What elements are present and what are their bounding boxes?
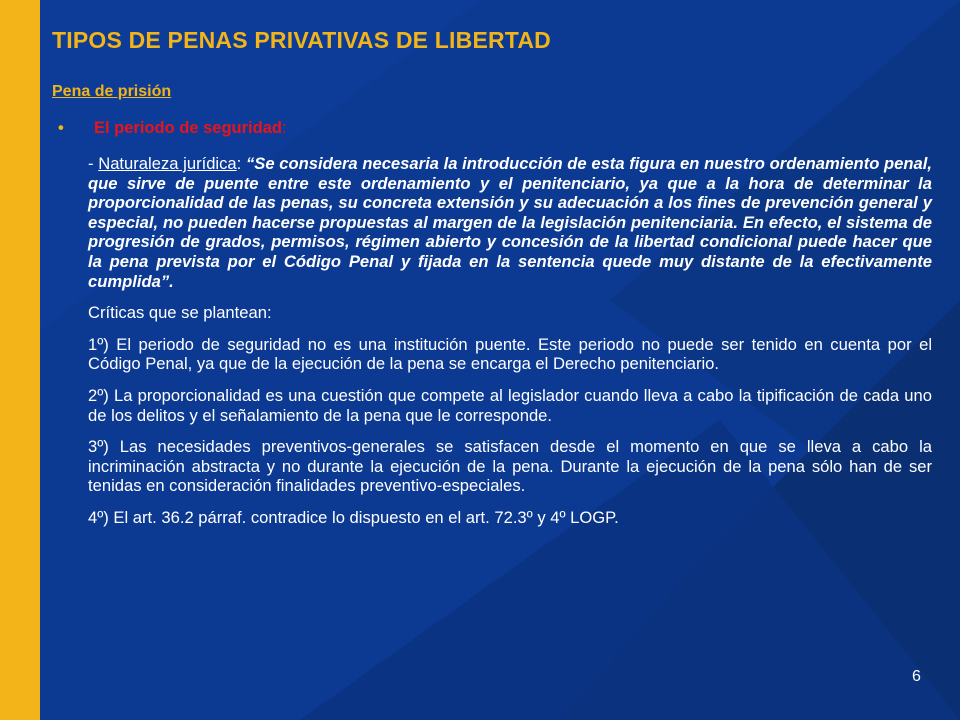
bullet-item: [52, 119, 287, 138]
criticism-item: 3º) Las necesidades preventivos-generales se satisfacen desde el momento en que se lleva a cabo la incriminación abstracta y no durante la ejecución de la pena. Durante la ejecución de la pena sólo han de ser tenidas en consideración finalidades preventivo-especiales.: [88, 437, 932, 496]
body-text: [88, 154, 932, 540]
bullet-colon: :: [281, 119, 287, 137]
page-number: 6: [912, 668, 921, 685]
left-accent-bar: [0, 0, 40, 720]
bullet-icon: •: [58, 119, 64, 137]
bullet-label: El periodo de seguridad: [94, 119, 282, 137]
nature-dash: -: [88, 154, 99, 173]
criticism-item: 4º) El art. 36.2 párraf. contradice lo dispuesto en el art. 72.3º y 4º LOGP.: [88, 507, 619, 527]
slide-content: [52, 0, 932, 720]
section-subtitle: Pena de prisión: [52, 83, 172, 100]
criticisms-heading: Críticas que se plantean:: [88, 303, 272, 323]
slide-title: TIPOS DE PENAS PRIVATIVAS DE LIBERTAD: [52, 27, 551, 53]
nature-paragraph: [88, 154, 932, 291]
nature-quote: “Se considera necesaria la introducción de esta figura en nuestro ordenamiento penal, que sirve de puente entre este ordenamiento y el penitenciario, ya que a la hora de determinar la proporcionalidad de las penas, su concreta extensión y su adecuación a los fines de prevención general y especial, no pueden hacerse propuestas al margen de la legislación penitenciaria. En efecto, el sistema de progresión de grados, permisos, régimen abierto y concesión de la libertad condicional puede hacer que la pena prevista por el Código Penal y fijada en la sentencia quede muy distante de la efectivamente cumplida”.: [88, 154, 932, 291]
criticism-item: 2º) La proporcionalidad es una cuestión que compete al legislador cuando lleva a cabo la tipificación de cada uno de los delitos y el señalamiento de la pena que le corresponde.: [88, 385, 932, 425]
nature-separator: :: [236, 154, 246, 173]
criticism-item: 1º) El periodo de seguridad no es una institución puente. Este periodo no puede ser tenido en cuenta por el Código Penal, ya que de la ejecución de la pena se encarga el Derecho penitenciario.: [88, 334, 932, 374]
nature-label: Naturaleza jurídica: [98, 154, 237, 173]
